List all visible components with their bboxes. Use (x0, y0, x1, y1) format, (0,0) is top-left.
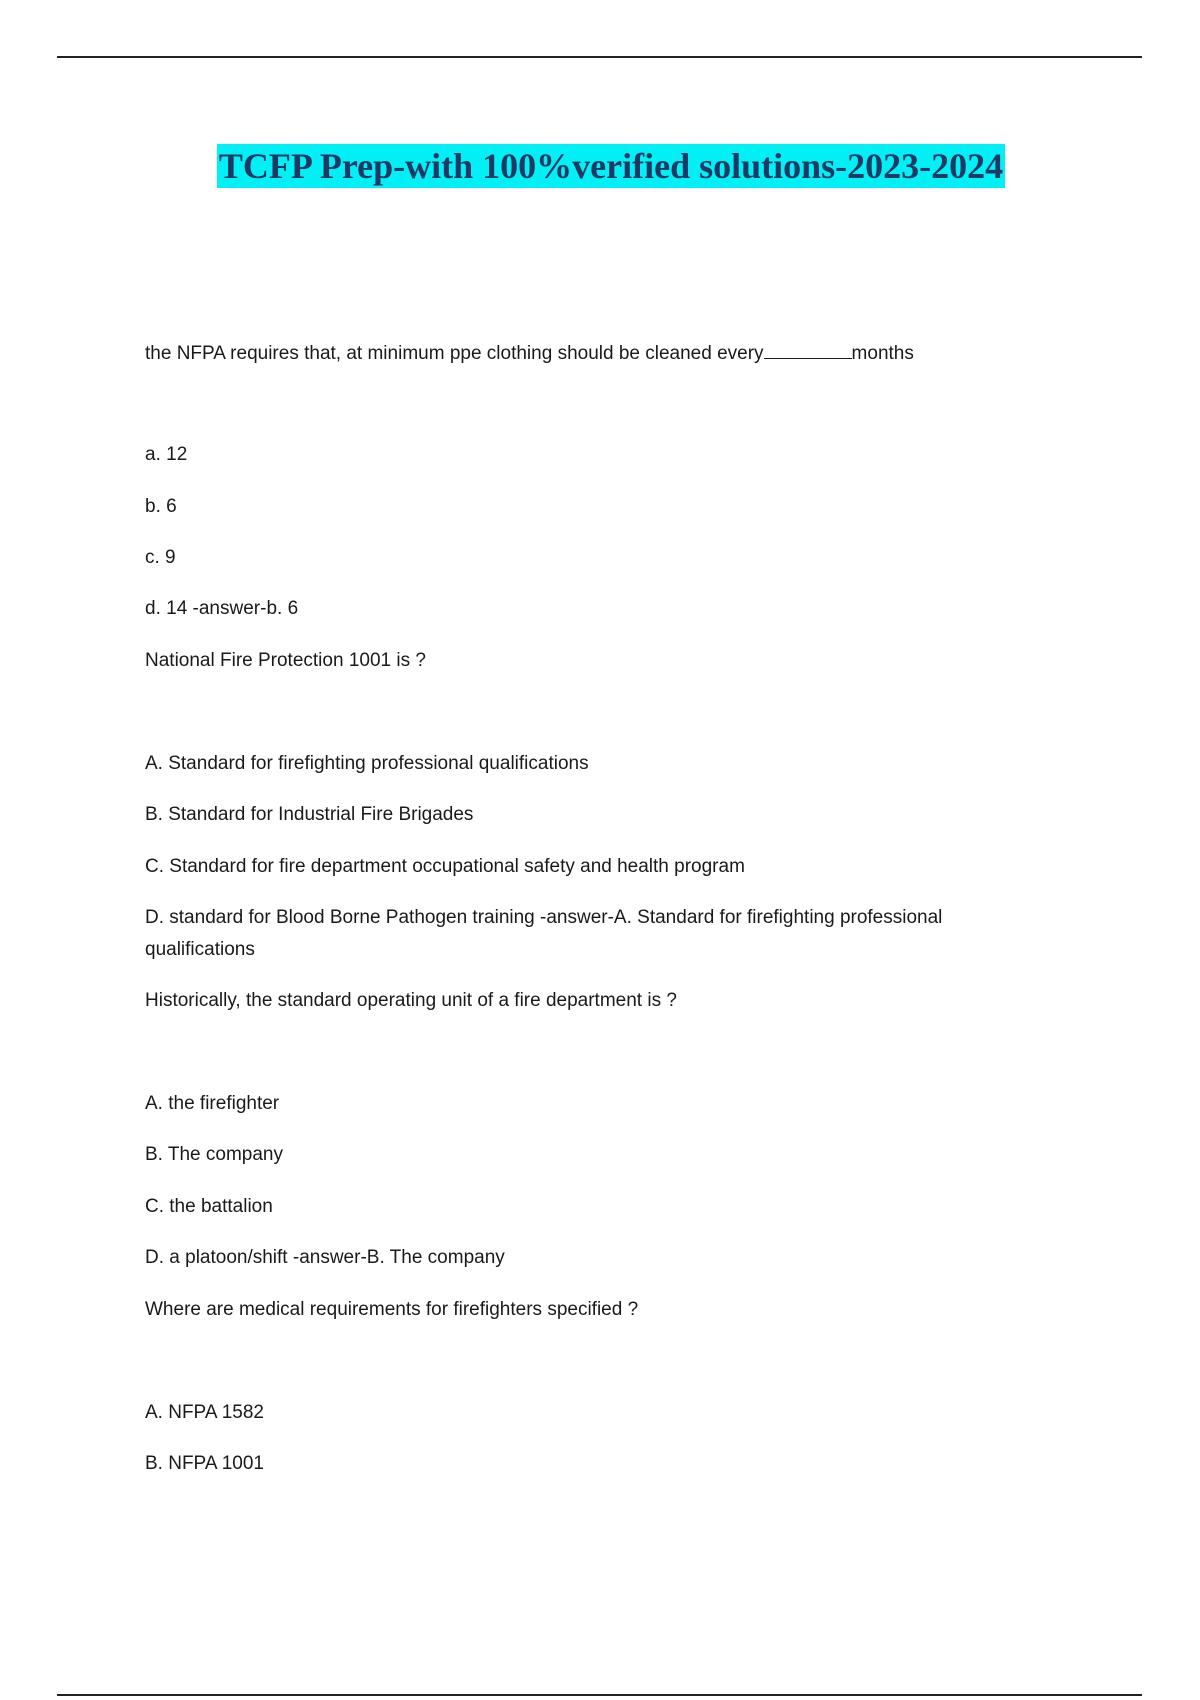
question-4: Where are medical requirements for firefighters specified ? (145, 1299, 639, 1320)
question-2-option-c: C. Standard for fire department occupational safety and health program (145, 856, 745, 877)
question-1-option-d-answer: d. 14 -answer-b. 6 (145, 598, 299, 619)
question-2-option-d-answer: D. standard for Blood Borne Pathogen training -answer-A. Standard for firefighting professional (145, 907, 943, 928)
question-4-option-a: A. NFPA 1582 (145, 1402, 264, 1423)
question-2: National Fire Protection 1001 is ? (145, 650, 426, 671)
question-1-option-b: b. 6 (145, 496, 177, 517)
question-1-option-a: a. 12 (145, 444, 188, 465)
question-1 (145, 340, 914, 366)
question-1-option-c: c. 9 (145, 547, 176, 568)
question-4-option-b: B. NFPA 1001 (145, 1453, 264, 1474)
question-3-option-d-answer: D. a platoon/shift -answer-B. The company (145, 1247, 505, 1268)
title-container (0, 144, 1200, 188)
question-2-option-d-answer-cont: qualifications (145, 939, 255, 960)
question-1-text: the NFPA requires that, at minimum ppe clothing should be cleaned every (145, 343, 764, 364)
question-2-option-a: A. Standard for firefighting professional qualifications (145, 753, 589, 774)
bottom-rule (57, 1694, 1142, 1696)
top-rule (57, 56, 1142, 58)
question-3-option-c: C. the battalion (145, 1196, 273, 1217)
question-2-option-b: B. Standard for Industrial Fire Brigades (145, 804, 474, 825)
question-1-suffix: months (851, 343, 914, 364)
question-3-option-a: A. the firefighter (145, 1093, 280, 1114)
question-3-option-b: B. The company (145, 1144, 284, 1165)
fill-in-blank (764, 340, 852, 359)
question-3: Historically, the standard operating unit of a fire department is ? (145, 990, 677, 1011)
document-title: TCFP Prep-with 100%verified solutions-2023-2024 (218, 146, 1004, 186)
